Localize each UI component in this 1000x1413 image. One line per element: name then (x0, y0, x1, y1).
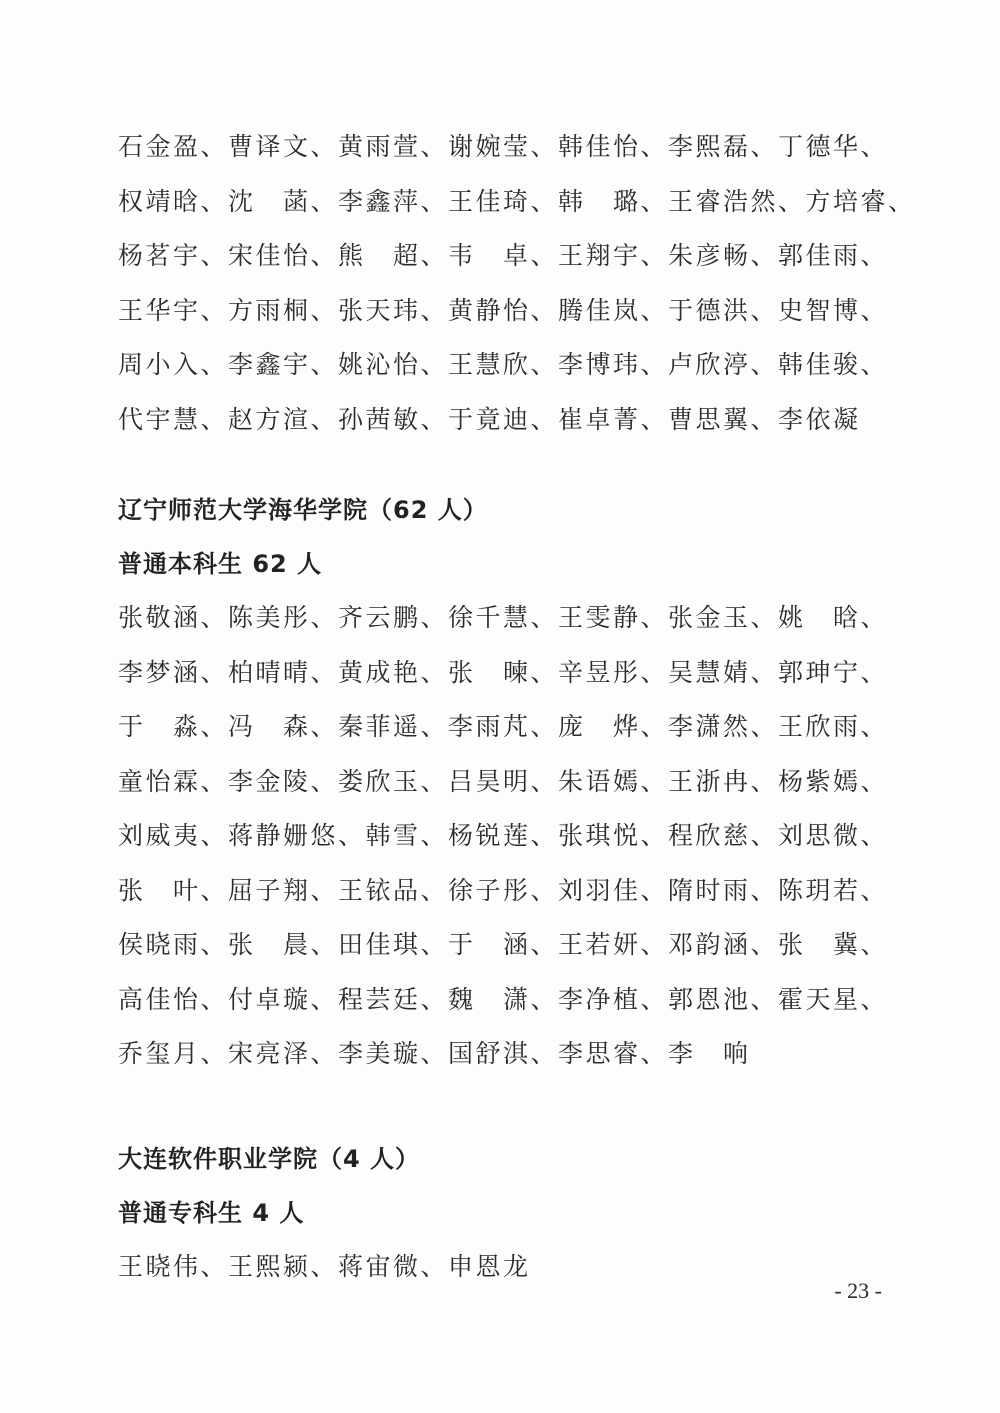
name-line: 权靖晗、沈 菡、李鑫萍、王佳琦、韩 璐、王睿浩然、方培睿、 (118, 186, 916, 216)
name-line: 高佳怡、付卓璇、程芸廷、魏 潇、李净植、郭恩池、霍天星、 (118, 984, 889, 1014)
name-line: 杨茗宇、宋佳怡、熊 超、韦 卓、王翔宇、朱彦畅、郭佳雨、 (118, 241, 889, 270)
section-subtitle: 普通本科生 62 人 (118, 550, 323, 578)
section-title: 大连软件职业学院（4 人） (118, 1144, 421, 1173)
name-line: 周小入、李鑫宇、姚沁怡、王慧欣、李博玮、卢欣渟、韩佳骏、 (118, 350, 889, 379)
section-title: 辽宁师范大学海华学院（62 人） (118, 496, 488, 524)
name-line: 童怡霖、李金陵、娄欣玉、吕昊明、朱语嫣、王浙冉、杨紫嫣、 (118, 766, 889, 796)
name-line: 王华宇、方雨桐、张天玮、黄静怡、腾佳岚、于德洪、史智博、 (118, 295, 889, 325)
name-line: 代宇慧、赵方渲、孙茜敏、于竟迪、崔卓菁、曹思翼、李依凝 (118, 404, 861, 434)
name-list-section-1 (118, 120, 916, 447)
name-line: 于 淼、冯 森、秦菲遥、李雨芃、庞 烨、李潇然、王欣雨、 (118, 712, 889, 741)
content-area (118, 120, 916, 1294)
name-list-section-2 (118, 483, 898, 1082)
name-list-section-3 (118, 1132, 898, 1295)
name-line: 石金盈、曹译文、黄雨萱、谢婉莹、韩佳怡、李熙磊、丁德华、 (118, 132, 889, 161)
name-line: 刘威夷、蒋静姗悠、韩雪、杨锐莲、张琪悦、程欣慈、刘思微、 (118, 821, 889, 850)
name-line: 王晓伟、王熙颍、蒋宙微、申恩龙 (118, 1251, 531, 1281)
name-line: 张敬涵、陈美彤、齐云鹏、徐千慧、王雯静、张金玉、姚 晗、 (118, 603, 889, 632)
name-line: 张 叶、屈子翔、王铱品、徐子彤、刘羽佳、隋时雨、陈玥若、 (118, 875, 889, 905)
name-line: 乔玺月、宋亮泽、李美璇、国舒淇、李思睿、李 响 (118, 1039, 751, 1068)
name-line: 李梦涵、柏晴晴、黄成艳、张 暕、辛昱彤、吴慧婧、郭珅宁、 (118, 657, 889, 687)
section-subtitle: 普通专科生 4 人 (118, 1198, 305, 1227)
page-number: - 23 - (834, 1278, 882, 1303)
name-line: 侯晓雨、张 晨、田佳琪、于 涵、王若妍、邓韵涵、张 冀、 (118, 930, 889, 959)
